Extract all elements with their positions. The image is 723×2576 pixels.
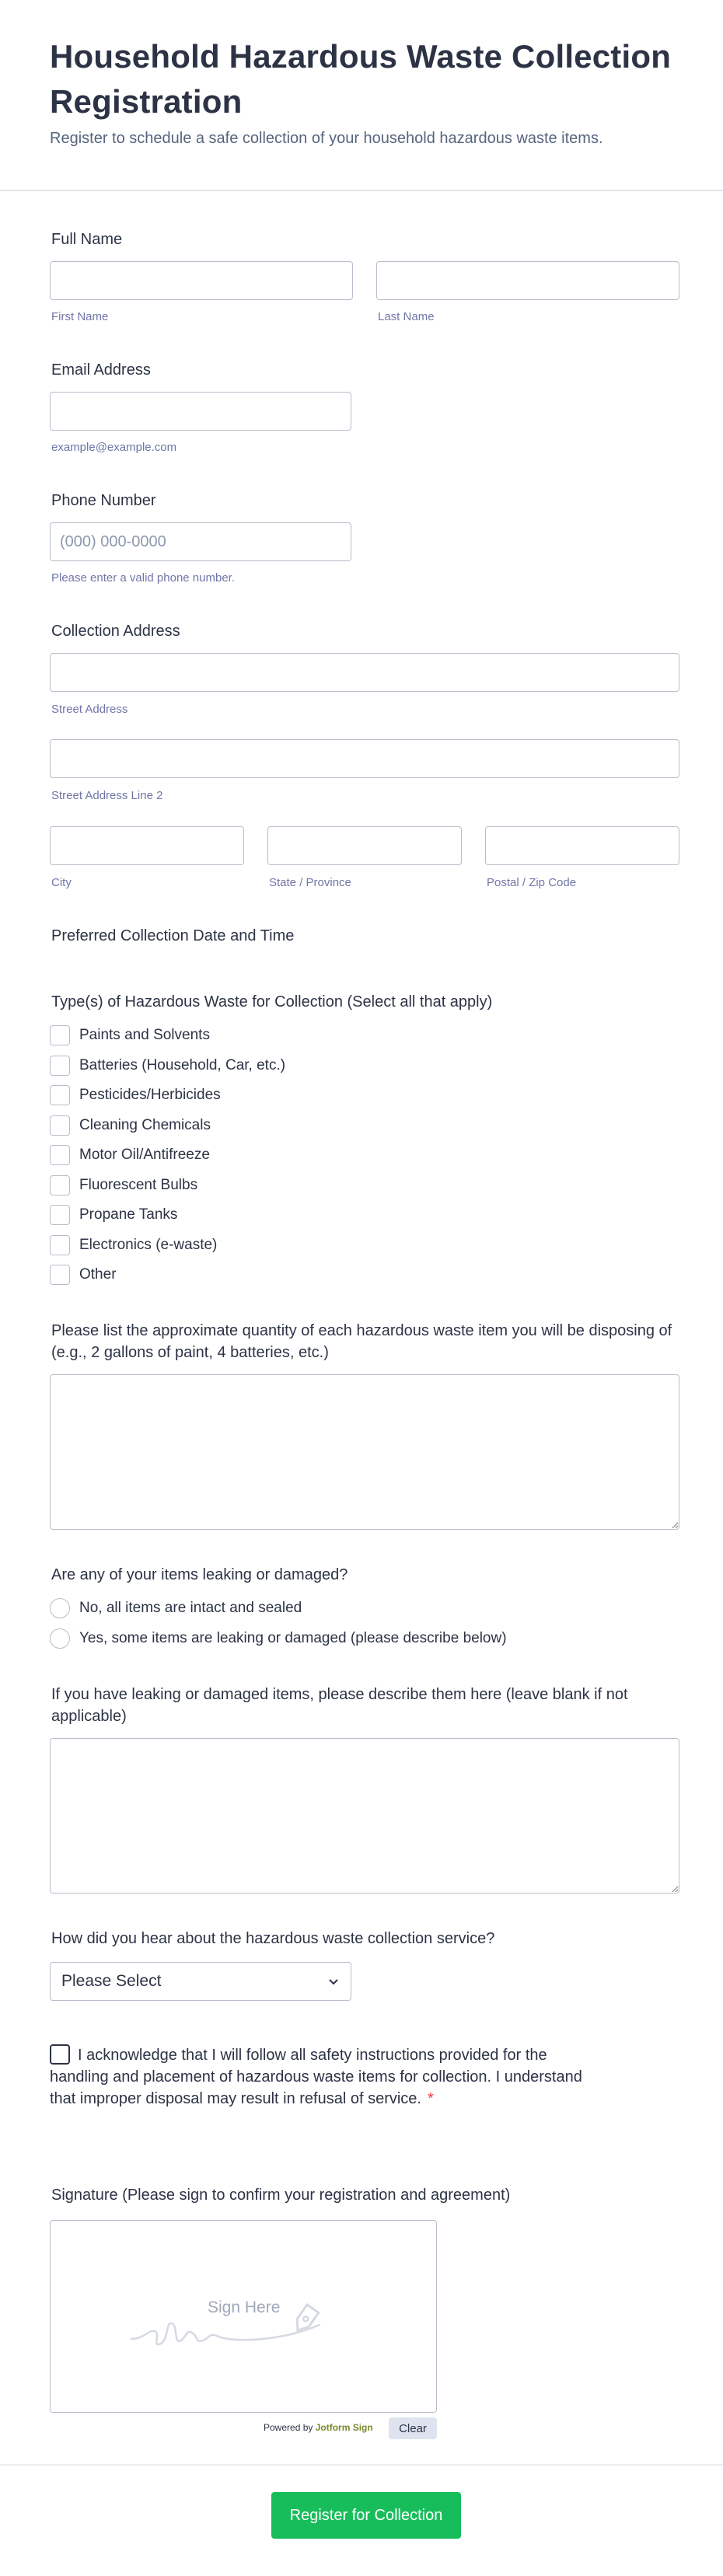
first-name-sublabel: First Name [51,310,109,323]
clear-signature-button[interactable]: Clear [389,2417,437,2439]
option-label: Electronics (e-waste) [79,1236,218,1253]
chevron-down-icon [327,1975,340,1988]
radio-button[interactable] [50,1628,70,1649]
option-label: Other [79,1266,117,1283]
checkbox[interactable] [50,1115,70,1136]
waste-option-motor-oil[interactable] [50,1140,285,1171]
first-name-input[interactable] [50,261,353,300]
signature-label: Signature (Please sign to confirm your registration and agreement) [51,2187,511,2204]
powered-prefix: Powered by [264,2422,313,2433]
checkbox[interactable] [50,1205,70,1225]
form-subtitle: Register to schedule a safe collection of your household hazardous waste items. [50,130,603,147]
leaking-option-yes[interactable] [50,1624,507,1654]
checkbox[interactable] [50,1056,70,1076]
checkbox[interactable] [50,1085,70,1105]
waste-option-pesticides[interactable] [50,1080,285,1111]
state-input[interactable] [267,826,462,865]
last-name-input[interactable] [376,261,679,300]
signature-pad[interactable] [50,2220,437,2413]
submit-button[interactable]: Register for Collection [271,2492,461,2539]
option-label: Batteries (Household, Car, etc.) [79,1056,286,1073]
leaking-option-no[interactable] [50,1593,507,1624]
powered-brand: Jotform Sign [315,2422,373,2433]
waste-option-batteries[interactable] [50,1051,285,1081]
option-label: No, all items are intact and sealed [79,1600,302,1617]
waste-option-paints[interactable] [50,1021,285,1051]
referral-select[interactable] [50,1962,351,2001]
waste-types-list [50,1021,285,1290]
waste-option-other[interactable] [50,1260,285,1290]
phone-sublabel: Please enter a valid phone number. [51,571,235,585]
header-divider [0,190,723,191]
signature-hint: Sign Here [208,2299,281,2316]
required-mark: * [427,2090,434,2107]
leak-description-label: If you have leaking or damaged items, please describe them here (leave blank if not applicable) [51,1686,628,1725]
state-sublabel: State / Province [269,876,351,889]
street-address-input[interactable] [50,653,679,692]
referral-label: How did you hear about the hazardous waste collection service? [51,1930,495,1947]
acknowledgement-text: I acknowledge that I will follow all safety instructions provided for the handling and placement of hazardous waste items for collection. I understand that improper disposal may result in refusal of service. [50,2047,582,2107]
waste-types-label: Type(s) of Hazardous Waste for Collection (Select all that apply) [51,993,493,1011]
footer-divider [0,2464,723,2466]
checkbox[interactable] [50,1025,70,1045]
zip-input[interactable] [485,826,679,865]
email-input[interactable] [50,392,351,431]
quantity-textarea[interactable] [50,1374,679,1530]
acknowledgement [50,2044,594,2110]
option-label: Cleaning Chemicals [79,1116,211,1133]
email-label: Email Address [51,361,151,379]
date-time-label: Preferred Collection Date and Time [51,927,295,944]
last-name-sublabel: Last Name [378,310,435,323]
powered-by [264,2422,373,2433]
street-address-sublabel: Street Address [51,703,128,716]
address-label: Collection Address [51,623,180,640]
checkbox[interactable] [50,1235,70,1255]
zip-sublabel: Postal / Zip Code [487,876,577,889]
city-sublabel: City [51,876,72,889]
street-address-line2-sublabel: Street Address Line 2 [51,789,163,802]
form-title: Household Hazardous Waste Collection Registration [50,38,672,120]
signature-scribble-icon [128,2299,346,2353]
waste-option-bulbs[interactable] [50,1171,285,1201]
quantity-label: Please list the approximate quantity of each hazardous waste item you will be disposing of (e.g., 2 gallons of paint, 4 batteries, etc.) [51,1322,672,1361]
phone-input[interactable] [50,522,351,561]
option-label: Pesticides/Herbicides [79,1087,221,1104]
radio-button[interactable] [50,1598,70,1618]
leaking-label: Are any of your items leaking or damaged? [51,1566,348,1583]
option-label: Motor Oil/Antifreeze [79,1147,210,1164]
waste-option-cleaning[interactable] [50,1111,285,1141]
option-label: Fluorescent Bulbs [79,1176,198,1193]
option-label: Yes, some items are leaking or damaged (please describe below) [79,1629,507,1646]
leak-description-textarea[interactable] [50,1738,679,1894]
waste-option-propane[interactable] [50,1200,285,1230]
waste-option-electronics[interactable] [50,1230,285,1261]
leaking-options [50,1593,507,1653]
phone-label: Phone Number [51,492,156,509]
city-input[interactable] [50,826,244,865]
acknowledgement-checkbox[interactable] [50,2044,70,2065]
option-label: Propane Tanks [79,1206,178,1223]
option-label: Paints and Solvents [79,1027,210,1044]
checkbox[interactable] [50,1265,70,1285]
checkbox[interactable] [50,1175,70,1196]
form-header [50,34,687,149]
street-address-line2-input[interactable] [50,739,679,778]
referral-selected-value: Please Select [61,1972,162,1990]
email-sublabel: example@example.com [51,441,177,454]
checkbox[interactable] [50,1145,70,1165]
full-name-label: Full Name [51,231,123,248]
